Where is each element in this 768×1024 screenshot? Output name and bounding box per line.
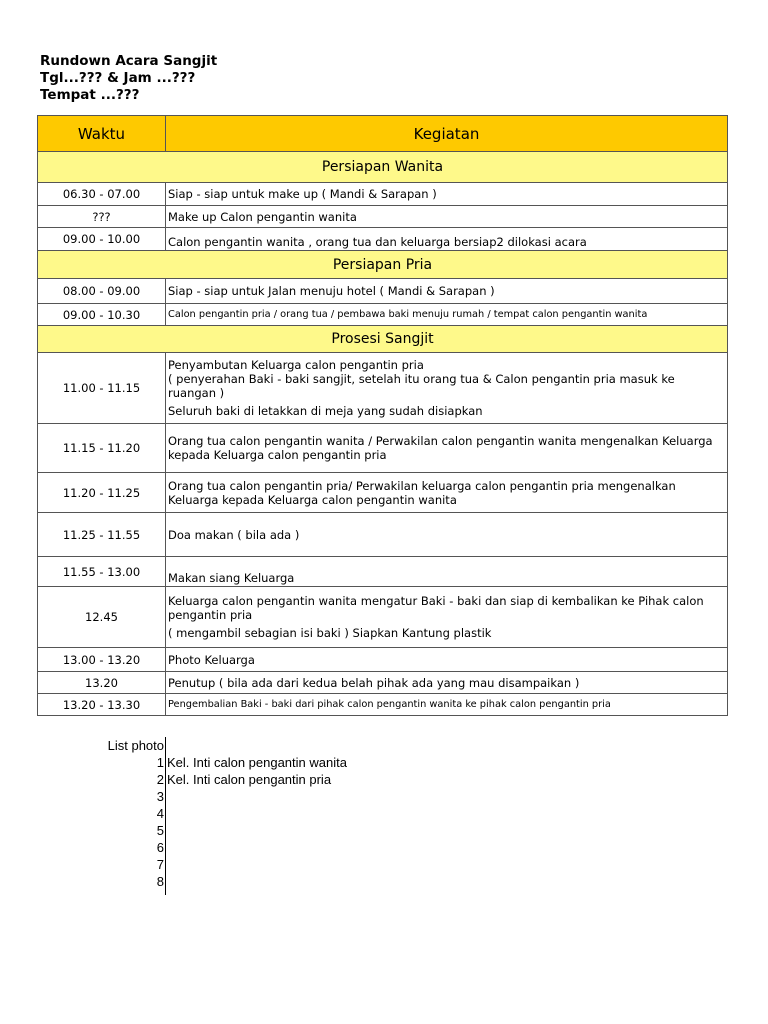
column-header-activity: Kegiatan (166, 116, 728, 152)
activity-text: Pengembalian Baki - baki dari pihak calon pengantin wanita ke pihak calon pengantin pria (168, 698, 611, 710)
time-cell: 09.00 - 10.30 (38, 304, 166, 326)
activity-text: ( penyerahan Baki - baki sangjit, setelah itu orang tua & Calon pengantin pria masuk ke ruangan ) (168, 372, 675, 400)
column-divider (165, 737, 166, 895)
table-row (38, 424, 728, 473)
table-row (38, 228, 728, 251)
section-row (38, 152, 728, 183)
time-cell: 11.55 - 13.00 (38, 557, 166, 587)
table-row (38, 353, 728, 424)
time-cell: 11.15 - 11.20 (38, 424, 166, 473)
activity-text: Doa makan ( bila ada ) (168, 527, 300, 542)
activity-cell (166, 183, 728, 206)
activity-cell (166, 648, 728, 672)
list-item-number: 1 (156, 755, 164, 770)
list-item-number: 6 (156, 840, 164, 855)
list-item-text: Kel. Inti calon pengantin pria (167, 772, 332, 787)
table-row (38, 473, 728, 513)
table-row (38, 694, 728, 716)
time-cell: 06.30 - 07.00 (38, 183, 166, 206)
activity-text: Siap - siap untuk Jalan menuju hotel ( Mandi & Sarapan ) (168, 284, 495, 298)
activity-cell (166, 557, 728, 587)
activity-cell (166, 353, 728, 424)
time-cell: 13.20 (38, 672, 166, 694)
activity-text: Penutup ( bila ada dari kedua belah pihak ada yang mau disampaikan ) (168, 675, 580, 690)
section-title: Prosesi Sangjit (38, 326, 728, 353)
time-cell: 11.20 - 11.25 (38, 473, 166, 513)
table-row (38, 587, 728, 648)
activity-cell (166, 694, 728, 716)
time-cell: 13.20 - 13.30 (38, 694, 166, 716)
activity-cell (166, 206, 728, 228)
activity-cell (166, 513, 728, 557)
activity-cell (166, 228, 728, 251)
time-cell: 11.00 - 11.15 (38, 353, 166, 424)
activity-text: Calon pengantin wanita , orang tua dan keluarga bersiap2 dilokasi acara (168, 235, 587, 249)
list-item-number: 3 (156, 789, 164, 804)
list-item-number: 7 (156, 857, 164, 872)
section-row (38, 251, 728, 279)
list-item-number: 2 (156, 772, 164, 787)
doc-title: Rundown Acara Sangjit (40, 53, 218, 69)
activity-cell (166, 304, 728, 326)
activity-text: Penyambutan Keluarga calon pengantin pria (168, 358, 424, 372)
list-item-number: 4 (156, 806, 164, 821)
activity-cell (166, 424, 728, 473)
activity-text: Makan siang Keluarga (168, 571, 295, 585)
list-item-text: Kel. Inti calon pengantin wanita (167, 755, 347, 770)
table-row (38, 648, 728, 672)
doc-date-time: Tgl...??? & Jam ...??? (40, 70, 196, 86)
section-title: Persiapan Pria (38, 251, 728, 279)
list-item-number: 8 (156, 874, 164, 889)
activity-cell (166, 473, 728, 513)
section-title: Persiapan Wanita (38, 152, 728, 183)
section-row (38, 326, 728, 353)
activity-cell (166, 279, 728, 304)
time-cell: 08.00 - 09.00 (38, 279, 166, 304)
activity-text: Make up Calon pengantin wanita (168, 209, 357, 224)
time-cell: 12.45 (38, 587, 166, 648)
activity-text: ( mengambil sebagian isi baki ) Siapkan Kantung plastik (168, 626, 492, 640)
column-header-time: Waktu (38, 116, 166, 152)
activity-text: Orang tua calon pengantin wanita / Perwakilan calon pengantin wanita mengenalkan Keluarga kepada Keluarga calon pengantin pria (168, 434, 713, 462)
activity-text: Keluarga calon pengantin wanita mengatur Baki - baki dan siap di kembalikan ke Pihak calon pengantin pria (168, 594, 704, 622)
table-row (38, 304, 728, 326)
table-row (38, 183, 728, 206)
time-cell: 11.25 - 11.55 (38, 513, 166, 557)
table-row (38, 557, 728, 587)
table-row (38, 206, 728, 228)
list-item-number: 5 (156, 823, 164, 838)
table-row (38, 279, 728, 304)
table-row (38, 513, 728, 557)
time-cell: 09.00 - 10.00 (38, 228, 166, 251)
time-cell: ??? (38, 206, 166, 228)
activity-cell (166, 672, 728, 694)
photo-list-title: List photo (107, 738, 164, 753)
activity-text: Seluruh baki di letakkan di meja yang sudah disiapkan (168, 404, 483, 418)
activity-text: Photo Keluarga (168, 652, 255, 667)
doc-place: Tempat ...??? (40, 87, 140, 103)
time-cell: 13.00 - 13.20 (38, 648, 166, 672)
activity-text: Siap - siap untuk make up ( Mandi & Sarapan ) (168, 187, 437, 201)
rundown-table (37, 115, 728, 716)
table-header-row (38, 116, 728, 152)
table-row (38, 672, 728, 694)
activity-text: Orang tua calon pengantin pria/ Perwakilan keluarga calon pengantin pria mengenalkan Keluarga kepada Keluarga calon pengantin wanita (168, 478, 676, 507)
activity-cell (166, 587, 728, 648)
activity-text: Calon pengantin pria / orang tua / pembawa baki menuju rumah / tempat calon pengantin wanita (168, 308, 648, 320)
